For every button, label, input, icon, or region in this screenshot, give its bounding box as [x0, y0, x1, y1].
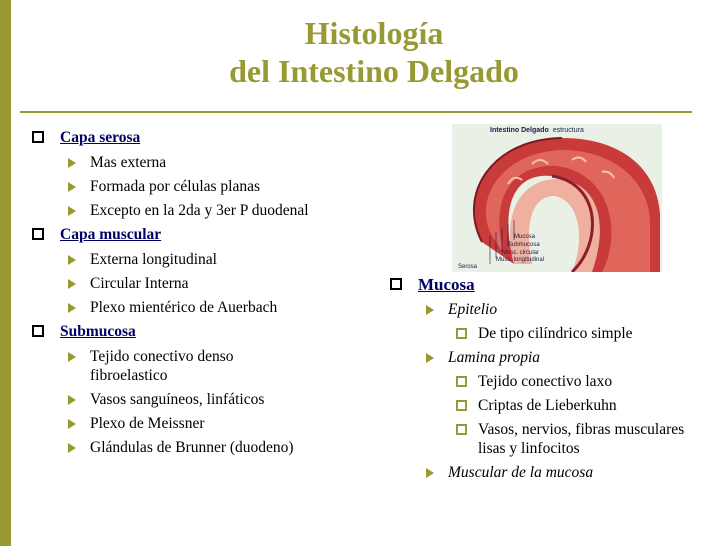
title-line-1: Histología	[304, 15, 444, 51]
section-mucosa	[388, 275, 708, 294]
list-item: Lamina propia	[388, 348, 708, 367]
title-divider	[20, 111, 692, 113]
list-item: Plexo mientérico de Auerbach	[30, 298, 380, 317]
section-heading: Capa muscular	[60, 226, 162, 243]
figure-label: Musc. circular	[502, 250, 540, 256]
section-heading: Capa serosa	[60, 129, 141, 146]
list-item: Formada por células planas	[30, 177, 380, 196]
list-item: Plexo de Meissner	[30, 414, 380, 433]
slide-title	[20, 14, 728, 90]
title-line-2: del Intestino Delgado	[229, 53, 519, 89]
square-bullet-icon	[32, 325, 44, 337]
intestine-diagram-image	[452, 124, 662, 272]
list-item: Excepto en la 2da y 3er P duodenal	[30, 201, 380, 220]
list-item: Tejido conectivo denso fibroelastico	[30, 347, 300, 385]
section-heading: Mucosa	[418, 275, 475, 294]
triangle-bullet-icon	[68, 419, 76, 429]
right-column	[388, 275, 708, 487]
left-column	[30, 128, 380, 462]
intestine-illustration	[452, 124, 662, 272]
square-bullet-icon	[32, 228, 44, 240]
section-submucosa	[30, 322, 380, 341]
section-capa-muscular	[30, 225, 380, 244]
triangle-bullet-icon	[68, 303, 76, 313]
triangle-bullet-icon	[68, 352, 76, 362]
hollow-square-bullet-icon	[456, 400, 467, 411]
list-item: Vasos, nervios, fibras musculares lisas y linfocitos	[388, 420, 708, 458]
triangle-bullet-icon	[68, 158, 76, 168]
list-item: Epitelio	[388, 300, 708, 319]
list-item: Glándulas de Brunner (duodeno)	[30, 438, 380, 457]
list-item: Mas externa	[30, 153, 380, 172]
list-item: Tejido conectivo laxo	[388, 372, 708, 391]
hollow-square-bullet-icon	[456, 424, 467, 435]
triangle-bullet-icon	[68, 182, 76, 192]
square-bullet-icon	[390, 278, 402, 290]
figure-caption: Intestino Delgado estructura	[490, 127, 584, 134]
triangle-bullet-icon	[426, 305, 434, 315]
left-accent-bar	[0, 0, 11, 546]
list-item: Criptas de Lieberkuhn	[388, 396, 708, 415]
triangle-bullet-icon	[68, 279, 76, 289]
triangle-bullet-icon	[426, 353, 434, 363]
hollow-square-bullet-icon	[456, 328, 467, 339]
figure-label: Submucosa	[508, 242, 540, 248]
list-item: Muscular de la mucosa	[388, 463, 708, 482]
triangle-bullet-icon	[68, 206, 76, 216]
list-item: De tipo cilíndrico simple	[388, 324, 708, 343]
square-bullet-icon	[32, 131, 44, 143]
section-capa-serosa	[30, 128, 380, 147]
figure-label: Mucosa	[514, 234, 536, 240]
hollow-square-bullet-icon	[456, 376, 467, 387]
triangle-bullet-icon	[426, 468, 434, 478]
triangle-bullet-icon	[68, 443, 76, 453]
triangle-bullet-icon	[68, 255, 76, 265]
figure-label: Serosa	[458, 264, 478, 270]
list-item: Circular Interna	[30, 274, 380, 293]
triangle-bullet-icon	[68, 395, 76, 405]
list-item: Externa longitudinal	[30, 250, 380, 269]
list-item: Vasos sanguíneos, linfáticos	[30, 390, 380, 409]
figure-label: Musc. longitudinal	[496, 257, 545, 263]
section-heading: Submucosa	[60, 323, 136, 340]
